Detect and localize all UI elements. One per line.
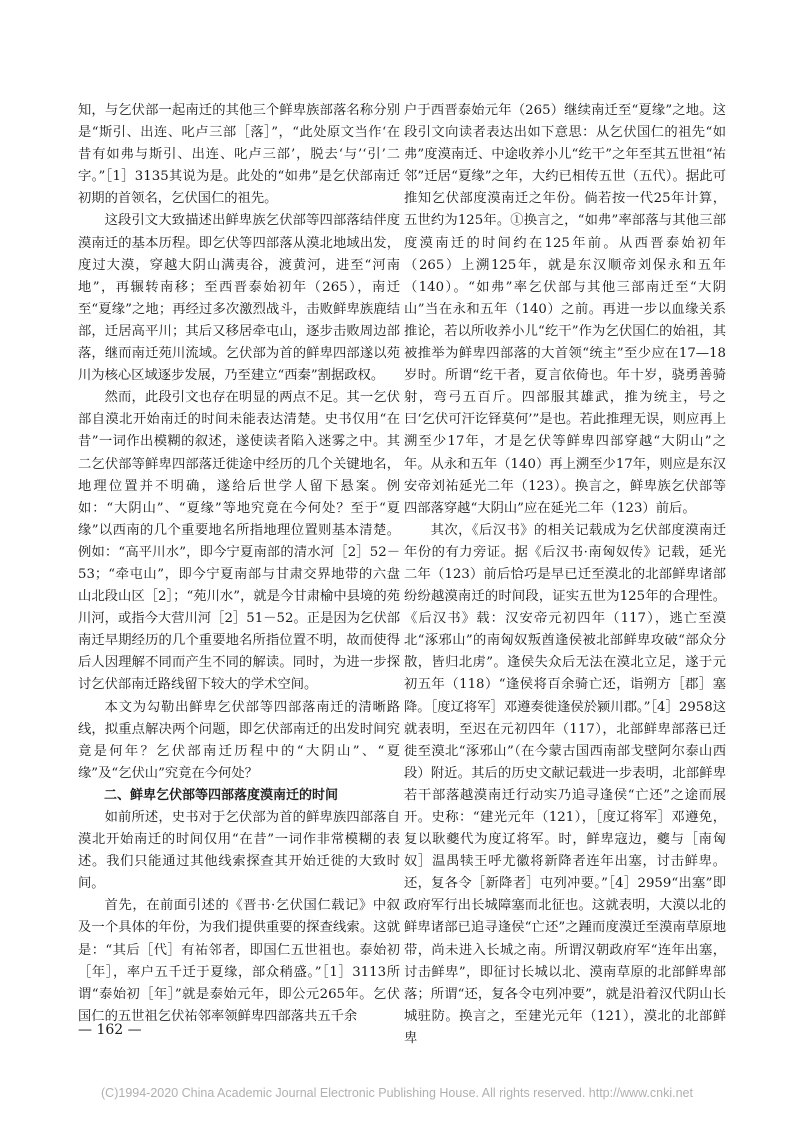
copyright-footer: (C)1994-2020 China Academic Journal Electronic Publishing House. All rights reserved. http://www.cnki.net [101,1086,693,1100]
paragraph: 首先，在前面引述的《晋书·乞伏国仁载记》中叙及一个具体的年份，为我们提供重要的探查线索。这就是：“其后［代］有祐邻者，即国仁五世祖也。泰始初［年］，率户五千迁于夏缘，部众稍盛。”［1］3113所谓“泰始初［年］”就是泰始元年，即公元265年。乞伏国仁的五世祖乞伏祐邻率领鲜卑四部落共五千余 [78,898,400,1024]
page-number: — 162 — [78,1022,142,1038]
left-column [78,100,400,1028]
paragraph: 其次，《后汉书》的相关记载成为乞伏部度漠南迁年份的有力旁证。据《后汉书·南匈奴传》记载，延光二年（123）前后恰巧是早已迁至漠北的北部鲜卑诸部纷纷越漠南迁的时间段，证实五世为125年的合理性。《后汉书》载：汉安帝元初四年（117），逃亡至漠北“涿邪山”的南匈奴叛酋逢侯被北部鲜卑攻破“部众分散，皆归北虏”。逢侯失众后无法在漠北立足，遂于元初五年（118）“逢侯将百余骑亡还，诣朔方［郡］塞降。［度辽将军］邓遵奏徙逢侯於颍川郡。”［4］2958这就表明，至迟在元初四年（117），北部鲜卑部落已迁徙至漠北“涿邪山”（在今蒙古国西南部戈壁阿尔泰山西段）附近。其后的历史文献记载进一步表明，北部鲜卑若干部落越漠南迁行动实乃追寻逢侯“亡还”之途而展开。史称：“建光元年（121），［度辽将军］邓遵免，复以耿夔代为度辽将军。时，鲜卑寇边，夔与［南匈奴］温禺犊王呼尤徽将新降者连年出塞，讨击鲜卑。还，复各令［新降者］屯列冲要。”［4］2959“出塞”即政府军行出长城障塞而北征也。这就表明，大漠以北的鲜卑诸部已追寻逢侯“亡还”之踵而度漠迁至漠南草原地带，尚未进入长城之南。所谓汉朝政府军“连年出塞，讨击鲜卑”，即征讨长城以北、漠南草原的北部鲜卑部落；所谓“还，复各令屯列冲要”，就是沿着汉代阴山长城驻防。换言之，至建光元年（121），漠北的北部鲜卑 [404,522,726,1046]
right-column [404,100,726,1050]
paragraph: 然而，此段引文也存在明显的两点不足。其一乞伏部自漠北开始南迁的时间未能表达清楚。史书仅用“在昔”一词作出模糊的叙述，遂使读者陷入迷雾之中。其二乞伏部等鲜卑四部落迁徙途中经历的几个关键地名，地理位置并不明确，遂给后世学人留下悬案。例如：“大阴山”、“夏缘”等地究竟在今何处？至于“夏缘”以西南的几个重要地名所指地理位置则基本清楚。例如：“高平川水”，即今宁夏南部的清水河［2］52－53；“牵屯山”，即今宁夏南部与甘肃交界地带的六盘山北段山区［2］；“苑川水”，就是今甘肃榆中县境的苑川河，或指今大营川河［2］51－52。正是因为乞伏部南迁早期经历的几个重要地名所指位置不明，故而使得后人因理解不同而产生不同的解读。同时，为进一步探讨乞伏部南迁路线留下较大的学术空间。 [78,390,400,693]
paragraph: 这段引文大致描述出鲜卑族乞伏部等四部落结伴度漠南迁的基本历程。即乞伏等四部落从漠北地域出发，度过大漠，穿越大阴山满夷谷，渡黄河，进至“河南地”，再辗转南移；至西晋泰始初年（265），南迁至“夏缘”之地；再经过多次激烈战斗，击败鲜卑族鹿结部，迁居高平川；其后又移居牵屯山，逐步击败周边部落，继而南迁苑川流域。乞伏部为首的鲜卑四部遂以苑川为核心区域逐步发展，乃至建立“西秦”割据政权。 [78,213,400,384]
paragraph: 本文为勾勒出鲜卑乞伏部等四部落南迁的清晰路线，拟重点解决两个问题，即乞伏部南迁的出发时间究竟是何年？乞伏部南迁历程中的“大阴山”、“夏缘”及“乞伏山”究竟在今何处？ [78,699,400,781]
section-heading: 二、鲜卑乞伏部等四部落度漠南迁的时间 [104,787,339,803]
paragraph: 知，与乞伏部一起南迁的其他三个鲜卑族部落名称分别是“斯引、出连、叱卢三部［落］”，“此处原文当作‘在昔有如弗与斯引、出连、叱卢三部’，脱去‘与’‘引’二字。”［1］3135其说为是。此处的“如弗”是乞伏部南迁初期的首领名，乞伏国仁的祖先。 [78,103,400,207]
paragraph: 如前所述，史书对于乞伏部为首的鲜卑族四部落自漠北开始南迁的时间仅用“在昔”一词作非常模糊的表述。我们只能通过其他线索探查其开始迁徙的大致时间。 [78,810,400,892]
paragraph: 户于西晋泰始元年（265）继续南迁至“夏缘”之地。这段引文向读者表达出如下意思：从乞伏国仁的祖先“如弗”度漠南迁、中途收养小儿“纥干”之年至其五世祖“祐邻”迁居“夏缘”之年，大约已相传五世（五代）。据此可推知乞伏部度漠南迁之年份。倘若按一代25年计算，五世约为125年。①换言之，“如弗”率部落与其他三部度漠南迁的时间约在125年前。从西晋泰始初年（265）上溯125年，就是东汉顺帝刘保永和五年（140）。“如弗”率乞伏部与其他三部南迁至“大阴山”当在永和五年（140）之前。再进一步以血缘关系推论，若以所收养小儿“纥干”作为乞伏国仁的始祖，其被推举为鲜卑四部落的大首领“统主”至少应在17—18岁时。所谓“纥干者，夏言依倚也。年十岁，骁勇善骑射，弯弓五百斤。四部服其雄武，推为统主，号之曰‘乞伏可汗讫铎莫何’”是也。若此推理无误，则应再上溯至少17年，才是乞伏等鲜卑四部穿越“大阴山”之年。从永和五年（140）再上溯至少17年，则应是东汉安帝刘祐延光二年（123）。换言之，鲜卑族乞伏部等四部落穿越“大阴山”应在延光二年（123）前后。 [404,103,726,516]
